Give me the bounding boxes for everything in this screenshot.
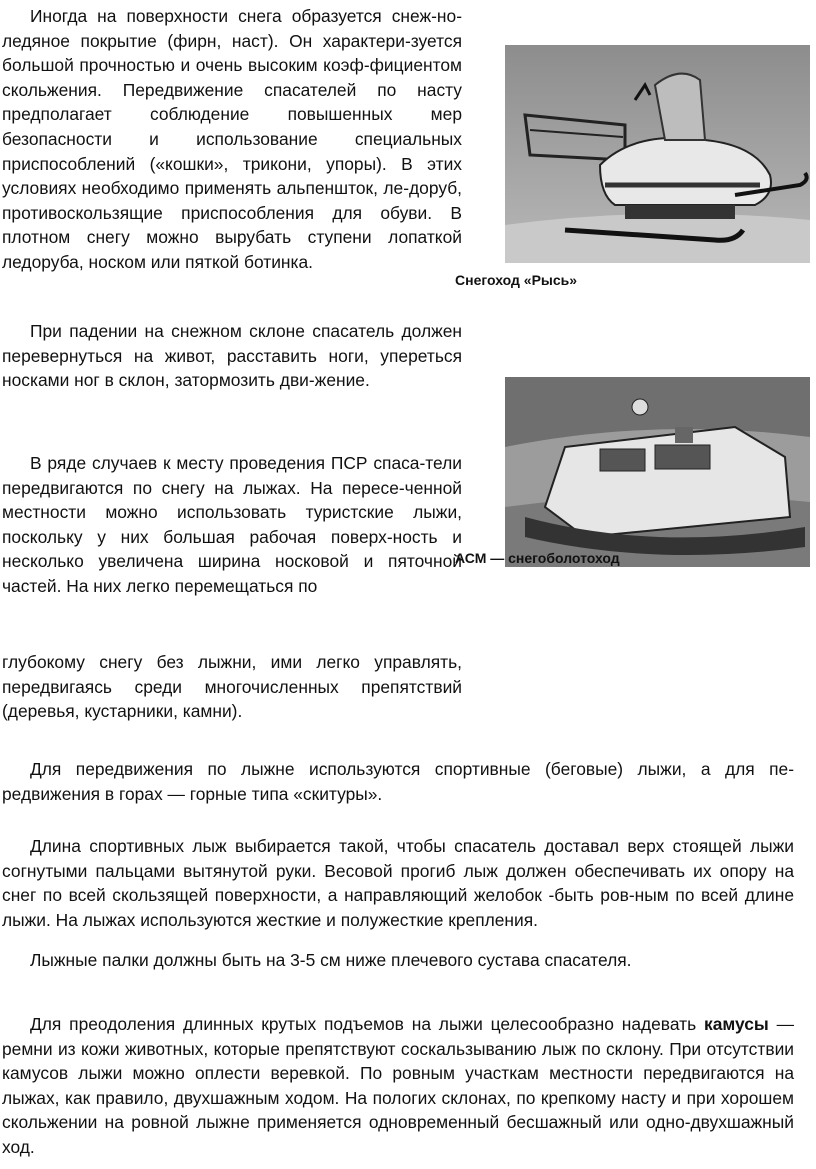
paragraph-deep-snow: глубокому снегу без лыжни, ими легко управлять, передвигаясь среди многочисленных препятствий (деревья, кустарники, камни). [2, 652, 462, 722]
kamus-intro: Для преодоления длинных крутых подъемов на лыжи целесообразно надевать [30, 1014, 697, 1034]
amphibian-caption: АСМ — снегоболотоход [455, 550, 620, 566]
paragraph-falling: При падении на снежном склоне спасатель должен перевернуться на живот, расставить ноги, упереться носками ног в склон, затормозить дви-жение. [2, 321, 462, 391]
paragraph-poles: Лыжные палки должны быть на 3-5 см ниже плечевого сустава спасателя. [30, 950, 632, 970]
paragraph-ski-length: Длина спортивных лыж выбирается такой, чтобы спасатель доставал верх стоящей лыжи согнутыми пальцами вытянутой руки. Весовой прогиб лыж должен обеспечивать их опору на снег по всей скользящей поверхности, а направляющий желобок -быть ров-ным по всей длине лыжи. На лыжах используются жесткие и полужесткие крепления. [2, 836, 794, 930]
paragraph-kamus [2, 1012, 794, 1160]
snowmobile-photo [505, 45, 810, 263]
snowmobile-image [505, 45, 810, 263]
kamus-term: камусы [704, 1014, 769, 1034]
amphibian-photo [505, 377, 810, 567]
kamus-rest: — ремни из кожи животных, которые препятствуют соскальзыванию лыж по склону. При отсутствии камусов лыжи можно оплести веревкой. По ровным участкам местности передвигаются на лыжах, как правило, двухшажным ходом. На пологих склонах, по крепкому насту и при хорошем скольжении на ровной лыжне применяется одновременный бесшажный или одно-двухшажный ход. [2, 1014, 794, 1157]
paragraph-skis-intro: В ряде случаев к месту проведения ПСР спаса-тели передвигаются по снегу на лыжах. На пересе-ченной местности можно использовать туристские лыжи, поскольку у них большая рабочая поверх-ность и несколько увеличена ширина носковой и пяточной частей. На них легко перемещаться по [2, 453, 462, 596]
snowmobile-caption: Снегоход «Рысь» [455, 272, 578, 288]
amphibian-image [505, 377, 810, 567]
paragraph-sport-skis: Для передвижения по лыжне используются спортивные (беговые) лыжи, а для пе-редвижения в горах — горные типа «скитуры». [2, 759, 794, 804]
paragraph-firn: Иногда на поверхности снега образуется снеж-но-ледяное покрытие (фирн, наст). Он характери-зуется большой прочностью и очень высоким коэф-фициентом скольжения. Передвижение спасателей по насту предполагает соблюдение повышенных мер безопасности и использование специальных приспособлений («кошки», трикони, упоры). В этих условиях необходимо применять альпеншток, ле-доруб, противоскользящие приспособления для обуви. В плотном снегу можно вырубать ступени лопаткой ледоруба, носком или пяткой ботинка. [2, 6, 462, 272]
